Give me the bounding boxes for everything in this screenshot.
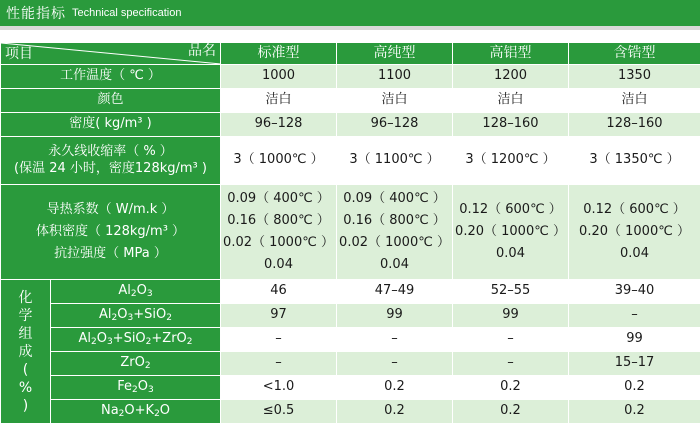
header-title-cn: 性能指标	[6, 6, 66, 22]
chem-name: $Al_2O_3+SiO_2+ZrO_2$	[51, 328, 221, 352]
chem-cell: 99	[569, 328, 700, 352]
chem-cell: 46	[221, 280, 337, 304]
chem-cell: 0.2	[569, 400, 700, 424]
corner-label-product: 品名	[188, 43, 216, 59]
chem-cell: <1.0	[221, 376, 337, 400]
temp-cell: 1200	[453, 65, 569, 89]
thermal-value: 0.12（ 600℃ ）	[583, 202, 686, 217]
thermal-cell	[569, 185, 700, 280]
density-cell: 96–128	[337, 113, 453, 137]
thermal-label-line1: 导热系数（ W/m.k ）	[46, 202, 175, 217]
shrinkage-label-line1: 永久线收缩率（ % ）	[48, 144, 173, 160]
column-header: 高纯型	[337, 43, 453, 65]
chem-cell: 99	[337, 304, 453, 328]
temp-cell: 1000	[221, 65, 337, 89]
thermal-label-line3: 抗拉强度（ MPa ）	[54, 246, 167, 261]
vertical-char: 学	[18, 307, 33, 324]
thermal-value: 0.20（ 1000℃ ）	[579, 224, 690, 239]
thermal-value: 0.02（ 1000℃ ）	[223, 235, 334, 250]
thermal-value: 0.12（ 600℃ ）	[459, 202, 562, 217]
thermal-value: 0.04	[380, 257, 409, 272]
chem-cell: 0.2	[453, 376, 569, 400]
shrinkage-cell: 3（ 1000℃ ）	[221, 137, 337, 185]
vertical-char: %	[18, 379, 33, 396]
chem-cell: 47–49	[337, 280, 453, 304]
thermal-value: 0.16（ 800℃ ）	[343, 213, 446, 228]
chem-name: $Al_2O_3$	[51, 280, 221, 304]
row-label-color: 颜色	[1, 89, 221, 113]
thermal-cell	[453, 185, 569, 280]
row-label-shrinkage	[1, 137, 221, 185]
thermal-value: 0.02（ 1000℃ ）	[339, 235, 450, 250]
chem-name: $Al_2O_3+SiO_2$	[51, 304, 221, 328]
color-cell: 洁白	[221, 89, 337, 113]
chem-name: ZrO$_2$	[51, 352, 221, 376]
vertical-char: (	[22, 361, 29, 378]
color-cell: 洁白	[453, 89, 569, 113]
spec-table	[0, 42, 700, 424]
row-label-temp: 工作温度（ ℃ ）	[1, 65, 221, 89]
thermal-cell	[221, 185, 337, 280]
temp-cell: 1100	[337, 65, 453, 89]
chem-cell: –	[221, 328, 337, 352]
corner-label-item: 项目	[5, 45, 33, 62]
shrinkage-cell: 3（ 1350℃ ）	[569, 137, 700, 185]
chem-cell: –	[453, 352, 569, 376]
column-header: 含锆型	[569, 43, 700, 65]
row-label-density: 密度( kg/m³ )	[1, 113, 221, 137]
thermal-value: 0.04	[264, 257, 293, 272]
chem-cell: 0.2	[337, 376, 453, 400]
chem-cell: –	[337, 328, 453, 352]
vertical-char: 化	[18, 289, 33, 306]
density-cell: 128–160	[569, 113, 700, 137]
density-cell: 128–160	[453, 113, 569, 137]
thermal-value: 0.20（ 1000℃ ）	[455, 224, 566, 239]
chem-cell: 0.2	[337, 400, 453, 424]
chem-cell: 0.2	[569, 376, 700, 400]
chem-cell: –	[221, 352, 337, 376]
chem-name: $Fe_2O_3$	[51, 376, 221, 400]
column-header: 标准型	[221, 43, 337, 65]
vertical-char: )	[22, 397, 29, 414]
thermal-cell	[337, 185, 453, 280]
chem-cell: 15–17	[569, 352, 700, 376]
header-banner	[0, 0, 700, 26]
column-header: 高铝型	[453, 43, 569, 65]
temp-cell: 1350	[569, 65, 700, 89]
chem-cell: 39–40	[569, 280, 700, 304]
shrinkage-cell: 3（ 1100℃ ）	[337, 137, 453, 185]
thermal-value: 0.04	[496, 246, 525, 261]
chem-cell: 99	[453, 304, 569, 328]
shrinkage-cell: 3（ 1200℃ ）	[453, 137, 569, 185]
chem-cell: –	[337, 352, 453, 376]
chem-cell: 52–55	[453, 280, 569, 304]
row-label-thermal	[1, 185, 221, 280]
thermal-value: 0.16（ 800℃ ）	[227, 213, 330, 228]
thermal-value: 0.04	[620, 246, 649, 261]
shrinkage-label-line2: (保温 24 小时，密度128kg/m³ )	[14, 160, 207, 176]
color-cell: 洁白	[569, 89, 700, 113]
header-title-en: Technical specification	[72, 7, 182, 19]
chemical-composition-label	[1, 280, 51, 424]
density-cell: 96–128	[221, 113, 337, 137]
chem-cell: 97	[221, 304, 337, 328]
thermal-label-line2: 体积密度（ 128kg/m³ ）	[35, 224, 186, 239]
header-divider	[0, 26, 700, 30]
thermal-value: 0.09（ 400℃ ）	[343, 191, 446, 206]
chem-cell: –	[453, 328, 569, 352]
thermal-value: 0.09（ 400℃ ）	[227, 191, 330, 206]
chem-cell: –	[569, 304, 700, 328]
corner-cell	[1, 43, 221, 65]
chem-name: $Na_2O+K_2O$	[51, 400, 221, 424]
color-cell: 洁白	[337, 89, 453, 113]
chem-cell: 0.2	[453, 400, 569, 424]
vertical-char: 成	[18, 343, 33, 360]
vertical-char: 组	[18, 325, 33, 342]
chem-cell: ≤0.5	[221, 400, 337, 424]
